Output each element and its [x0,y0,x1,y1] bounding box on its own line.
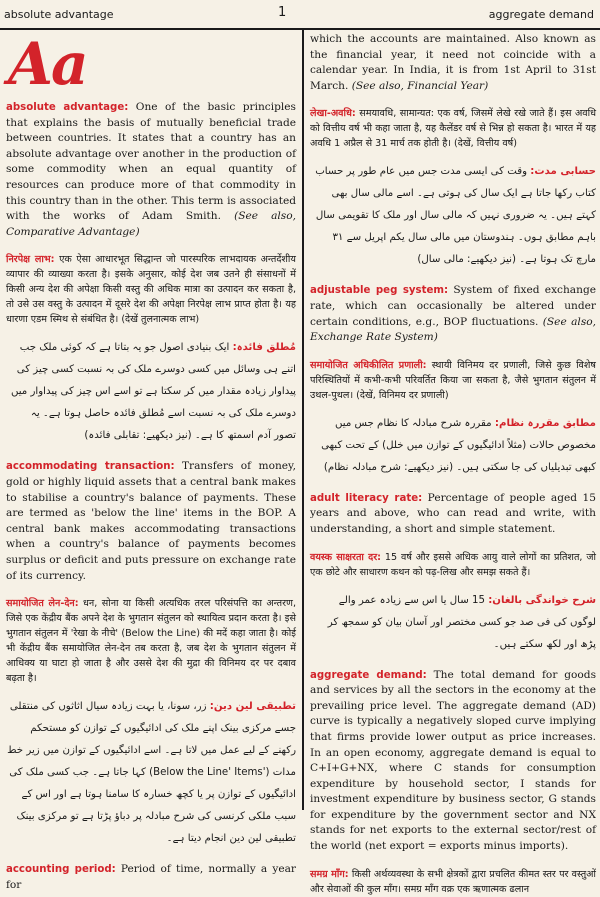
entry-definition: The total demand for goods and services by all the sectors in the economy at the prevailing price level. The aggregate demand (AD) curve is typically a negatively sloped curve implying that firms provide lower output as price increases. In an open economy, aggregate demand is equal to C+I+G+NX, where C stands for consumption expenditure by household sector, I stands for investment expenditure by business sector, G stands for expenditure by the government sector and NX stands for net exports to the external sector/rest of the world (net export = exports minus imports). [310,668,597,853]
entry-definition: Transfers of money, gold or highly liquid assets that a central bank makes to stabilise a country's balance of payments. These are termed as 'below the line' items in the BOP. A central bank makes accommodating transactions when a country's balance of payments becomes surplus or deficit and puts pressure on exchange rate of its currency. [6,460,296,582]
hindi-term: लेखा-अवधि: [310,108,356,120]
urdu-term: مُطلق فائدہ: [232,342,296,354]
urdu-entry-absolute-advantage [6,337,296,447]
hindi-term: समायोजित लेन-देन: [6,598,79,610]
hindi-definition: समयावधि, सामान्यत: एक वर्ष, जिसमें लेखे रखे जाते हैं। इस अवधि को वित्तीय वर्ष भी कहा जाता है, यह कैलेंडर वर्ष से भिन्न हो सकता है। भारत में यह अवधि 1 अप्रैल से 31 मार्च तक होती है। (देखें, वित्तीय वर्ष) [310,108,597,150]
entry-term: accounting period: [6,864,116,876]
entry-see-also: (See also, Exchange Rate System) [310,315,597,344]
entry-term: adult literacy rate: [310,492,423,504]
entry-definition: Percentage of people aged 15 years and above, who can read and write, with understanding, a short and simple statement. [310,491,596,535]
entry-definition: System of fixed exchange rate, which can occasionally be altered under certain conditions, e.g., BOP fluctuations. [310,284,596,328]
urdu-definition: 15 سال یا اس سے زیادہ عمر والے لوگوں کی فی صد جو کسی مختصر اور آسان بیان کو سمجھ کر پڑھ اور لکھ سکتے ہیں۔ [327,594,596,650]
column-divider [302,28,304,810]
urdu-definition: ایک بنیادی اصول جو یہ بتاتا ہے کہ کوئی ملک جب اتنے ہی وسائل میں کسی دوسرے ملک کی بہ نسبت کسی چیز کی پیداوار زیادہ مقدار میں کر سکتا ہے تو اسے اس چیز کی پیداوار میں دوسرے ملک کی بہ نسبت اسے مُطلق فائدہ حاصل ہوتا ہے۔ یہ تصور آدم اسمتھ کا ہے۔ (نیز دیکھیے: تقابلی فائدہ) [10,342,296,442]
header-last-term: aggregate demand [488,8,594,21]
section-letter: Aa [8,30,87,98]
urdu-entry-accounting-period [310,161,596,271]
hindi-entry-absolute-advantage [6,252,296,327]
entry-definition: One of the basic principles that explains the basis of mutually beneficial trade between countries. It states that a country has an absolute advantage over another in the production of some commodity when an equal quantity of resources can produce more of that commodity in this country than in the other. This term is associated with the works of Adam Smith. [6,101,296,223]
urdu-term: مطابق مقررہ نظام: [494,417,596,429]
hindi-term: वयस्क साक्षरता दर: [310,551,381,563]
entry-definition: which the accounts are maintained. Also known as the financial year, it need not coincide with a calendar year. In India, it is from 1st April to 31st March. [310,33,596,92]
entry-accounting-period [6,862,296,893]
hindi-entry-adult-literacy-rate [310,550,596,580]
left-column [6,30,297,891]
urdu-entry-accommodating-transaction [6,696,296,850]
entry-aggregate-demand [310,668,596,855]
urdu-term: شرح خواندگی بالغان: [488,594,596,606]
urdu-term: حسابی مدت: [530,166,596,178]
page-header [0,0,600,30]
header-first-term: absolute advantage [4,8,114,21]
entry-adult-literacy-rate [310,491,596,538]
entry-see-also: (See also, Financial Year) [351,79,489,92]
hindi-definition: एक ऐसा आधारभूत सिद्धान्त जो पारस्परिक लाभदायक अन्तर्देशीय व्यापार की व्याख्या करता है। इसके अनुसार, कोई देश जब उतने ही संसाधनों में किसी अन्य देश की अपेक्षा किसी वस्तु की अधिक मात्रा का उत्पादन कर सकता है, तो उसे उस वस्तु के उत्पादन में दूसरे देश की अपेक्षा निरपेक्ष लाभ प्राप्त होता है। यह धारणा एडम स्मिथ से संबंधित है। (देखें तुलनात्मक लाभ) [6,254,296,326]
entry-term: absolute advantage: [6,102,129,113]
right-column [310,32,597,895]
entry-definition: Period of time, normally a year for [6,863,296,891]
hindi-definition: स्थायी विनिमय दर प्रणाली, जिसे कुछ विशेष परिस्थितियों में कभी-कभी परिवर्तित किया जा सकता है, जैसे भुगतान संतुलन में उथल-पुथल। (देखें, विनिमय दर प्रणाली) [310,359,596,401]
entry-adjustable-peg-system [310,283,596,345]
hindi-term: समग्र माँग: [310,868,349,880]
urdu-definition: زر، سونا، یا بہت زیادہ سیال اثاثوں کی منتقلی جسے مرکزی بینک اپنے ملک کی ادائیگیوں کے توازن کو مستحکم رکھنے کے لیے عمل میں لاتا ہے۔ اسے ادائیگیوں کے توازن میں زیر خط مدات ('Below the Line' Items) کہا جاتا ہے۔ جب کسی ملک کی ادائیگیوں کے توازن پر یا کچھ خسارہ کا سامنا ہوتا ہے اور اس کے سبب ملکی کرنسی کی شرح مبادلہ پر دباؤ پڑتا ہے تو مرکزی بینک تطبیقی لین دین انجام دیتا ہے۔ [7,701,296,845]
entry-accommodating-transaction [6,459,296,584]
urdu-term: تطبیقی لین دین: [209,701,296,713]
hindi-definition: धन, सोना या किसी अत्यधिक तरल परिसंपत्ति का अन्तरण, जिसे एक केंद्रीय बैंक अपने देश के भुगतान संतुलन को स्थायित्व प्रदान करता है। इसे भुगतान संतुलन में 'रेखा के नीचे' (Below the Line) की मदें कहा जाता है। कोई भी केंद्रीय बैंक समायोजित लेन-देन तब करता है, जब देश के भुगतान संतुलन में आधिक्य या घाटा हो जाता है और उससे देश की मुद्रा की विनिमय दर पर दबाव बढ़ता है। [6,598,297,685]
hindi-term: समायोजित अधिकीलित प्रणाली: [310,359,427,371]
hindi-entry-accommodating-transaction [6,596,296,686]
hindi-definition: किसी अर्थव्यवस्था के सभी क्षेत्रकों द्वारा प्रचलित कीमत स्तर पर वस्तुओं और सेवाओं की कुल माँग। समग्र माँग वक्र एक ऋणात्मक ढलान [310,868,596,895]
urdu-entry-adult-literacy-rate [310,590,596,656]
entry-term: aggregate demand: [310,669,427,681]
hindi-term: निरपेक्ष लाभ: [6,254,55,266]
urdu-definition: وقت کی ایسی مدت جس میں عام طور پر حساب کتاب رکھا جاتا ہے ایک سال کی ہوتی ہے۔ اسے مالی سال بھی کہتے ہیں۔ یہ ضروری نہیں کہ مالی سال اور ملک کا تقویمی سال باہم مطابق ہوں۔ ہندوستان میں مالی سال یکم اپریل سے ۳۱ مارچ تک ہوتا ہے۔ (نیز دیکھیے: مالی سال) [315,166,596,266]
hindi-definition: 15 वर्ष और इससे अधिक आयु वाले लोगों का प्रतिशत, जो एक छोटे और साधारण कथन को पढ़-लिख और समझ सकते हैं। [310,551,596,578]
hindi-entry-accounting-period [310,106,596,151]
entry-accounting-period-continued [310,32,596,94]
entry-term: accommodating transaction: [6,461,175,473]
urdu-entry-adjustable-peg-system [310,413,596,479]
entry-term: adjustable peg system: [310,285,449,297]
hindi-entry-adjustable-peg-system [310,358,596,403]
page-number: 1 [278,5,287,20]
entry-see-also: (See also, Comparative Advantage) [6,210,296,238]
hindi-entry-aggregate-demand [310,867,596,897]
entry-absolute-advantage [6,100,296,240]
urdu-definition: مقررہ شرح مبادلہ کا نظام جس میں مخصوص حالات (مثلاً ادائیگیوں کے توازن میں خلل) کے تحت کبھی کبھی تبدیلیاں کی جا سکتی ہیں۔ (نیز دیکھیے: شرح مبادلہ نظام) [321,417,596,473]
